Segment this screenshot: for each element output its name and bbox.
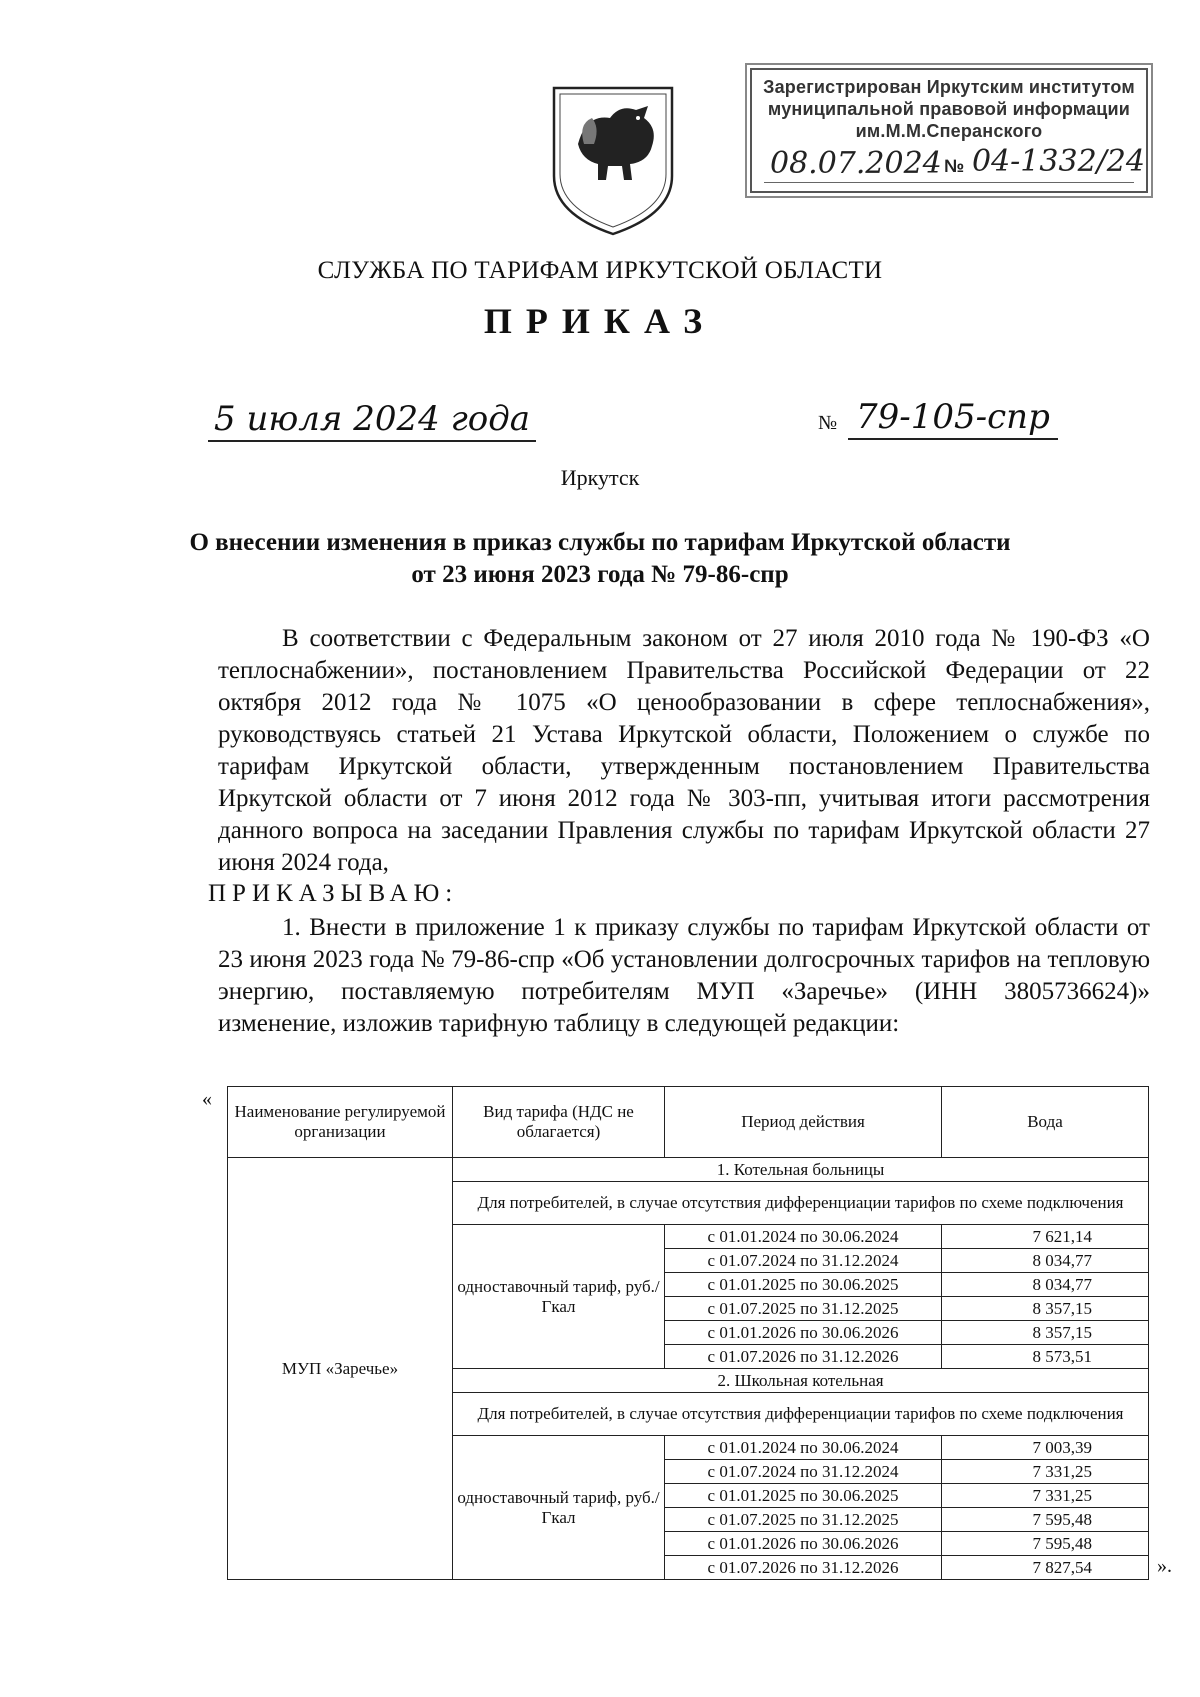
heading-line-2: от 23 июня 2023 года № 79-86-спр: [411, 561, 789, 588]
document-heading: [0, 527, 1200, 591]
org-name-cell: МУП «Заречье»: [228, 1158, 453, 1580]
header-org: Наименование регулируемой организации: [228, 1087, 453, 1158]
section-subtitle: Для потребителей, в случае отсутствия дифференциации тарифов по схеме подключения: [453, 1182, 1149, 1225]
value-cell: 7 595,48: [942, 1508, 1149, 1532]
registration-stamp: [750, 68, 1148, 193]
table-header-row: [228, 1087, 1149, 1158]
header-water: Вода: [942, 1087, 1149, 1158]
value-cell: 7 331,25: [942, 1484, 1149, 1508]
stamp-number-label: №: [944, 156, 965, 176]
quote-open: «: [202, 1088, 212, 1110]
value-cell: 8 357,15: [942, 1297, 1149, 1321]
period-cell: с 01.07.2025 по 31.12.2025: [665, 1297, 942, 1321]
period-cell: с 01.07.2024 по 31.12.2024: [665, 1249, 942, 1273]
authority-name: СЛУЖБА ПО ТАРИФАМ ИРКУТСКОЙ ОБЛАСТИ: [317, 257, 883, 284]
value-cell: 7 331,25: [942, 1460, 1149, 1484]
tariff-type-cell: одноставочный тариф, руб./Гкал: [453, 1225, 665, 1369]
sign-date: 5 июля 2024 года: [208, 398, 536, 442]
period-cell: с 01.01.2026 по 30.06.2026: [665, 1321, 942, 1345]
period-cell: с 01.01.2025 по 30.06.2025: [665, 1484, 942, 1508]
document-type: ПРИКАЗ: [483, 301, 717, 341]
number-label: №: [818, 412, 838, 434]
clause-1-paragraph: 1. Внести в приложение 1 к приказу службы по тарифам Иркутской области от 23 июня 2023 года № 79-86-спр «Об установлении долгосрочных тарифов на тепловую энергию, поставляемую потребителям МУП «Заречье» (ИНН 3805736624)» изменение, изложив тарифную таблицу в следующей редакции:: [218, 914, 1150, 1037]
section-subtitle: Для потребителей, в случае отсутствия дифференциации тарифов по схеме подключения: [453, 1393, 1149, 1436]
header-tariff-type: Вид тарифа (НДС не облагается): [453, 1087, 665, 1158]
value-cell: 8 034,77: [942, 1249, 1149, 1273]
preamble-paragraph: В соответствии с Федеральным законом от 27 июля 2010 года № 190-ФЗ «О теплоснабжении», постановлением Правительства Российской Федерации от 22 октября 2012 года № 1075 «О ценообразовании в сфере теплоснабжения», руководствуясь статьей 21 Устава Иркутской области, Положением о службе по тарифам Иркутской области, утвержденным постановлением Правительства Иркутской области от 7 июня 2012 года № 303-пп, учитывая итоги рассмотрения данного вопроса на заседании Правления службы по тарифам Иркутской области 27 июня 2024 года,: [218, 625, 1150, 876]
stamp-line-2: муниципальной правовой информации: [767, 99, 1131, 119]
stamp-line-3: им.М.М.Сперанского: [855, 121, 1043, 141]
stamp-number: 04-1332/24: [972, 144, 1145, 179]
value-cell: 8 573,51: [942, 1345, 1149, 1369]
value-cell: 7 595,48: [942, 1532, 1149, 1556]
header-period: Период действия: [665, 1087, 942, 1158]
section-title: 1. Котельная больницы: [453, 1158, 1149, 1182]
stamp-line-1: Зарегистрирован Иркутским институтом: [763, 77, 1135, 97]
period-cell: с 01.07.2026 по 31.12.2026: [665, 1556, 942, 1580]
document-number: 79-105-спр: [848, 396, 1058, 440]
city: Иркутск: [560, 465, 640, 490]
period-cell: с 01.01.2025 по 30.06.2025: [665, 1273, 942, 1297]
table-row: [228, 1158, 1149, 1182]
value-cell: 7 827,54: [942, 1556, 1149, 1580]
period-cell: с 01.01.2024 по 30.06.2024: [665, 1225, 942, 1249]
heading-line-1: О внесении изменения в приказ службы по тарифам Иркутской области: [189, 529, 1011, 556]
period-cell: с 01.01.2024 по 30.06.2024: [665, 1436, 942, 1460]
tariff-table: [227, 1086, 1149, 1580]
quote-close: ».: [1157, 1555, 1172, 1577]
value-cell: 8 357,15: [942, 1321, 1149, 1345]
value-cell: 8 034,77: [942, 1273, 1149, 1297]
period-cell: с 01.07.2025 по 31.12.2025: [665, 1508, 942, 1532]
section-title: 2. Школьная котельная: [453, 1369, 1149, 1393]
coat-of-arms-icon: [548, 84, 678, 236]
order-word: ПРИКАЗЫВАЮ:: [208, 880, 459, 907]
stamp-underline: [764, 182, 1134, 183]
stamp-date: 08.07.2024: [770, 146, 942, 181]
value-cell: 7 621,14: [942, 1225, 1149, 1249]
tariff-type-cell: одноставочный тариф, руб./Гкал: [453, 1436, 665, 1580]
value-cell: 7 003,39: [942, 1436, 1149, 1460]
period-cell: с 01.07.2026 по 31.12.2026: [665, 1345, 942, 1369]
period-cell: с 01.01.2026 по 30.06.2026: [665, 1532, 942, 1556]
period-cell: с 01.07.2024 по 31.12.2024: [665, 1460, 942, 1484]
